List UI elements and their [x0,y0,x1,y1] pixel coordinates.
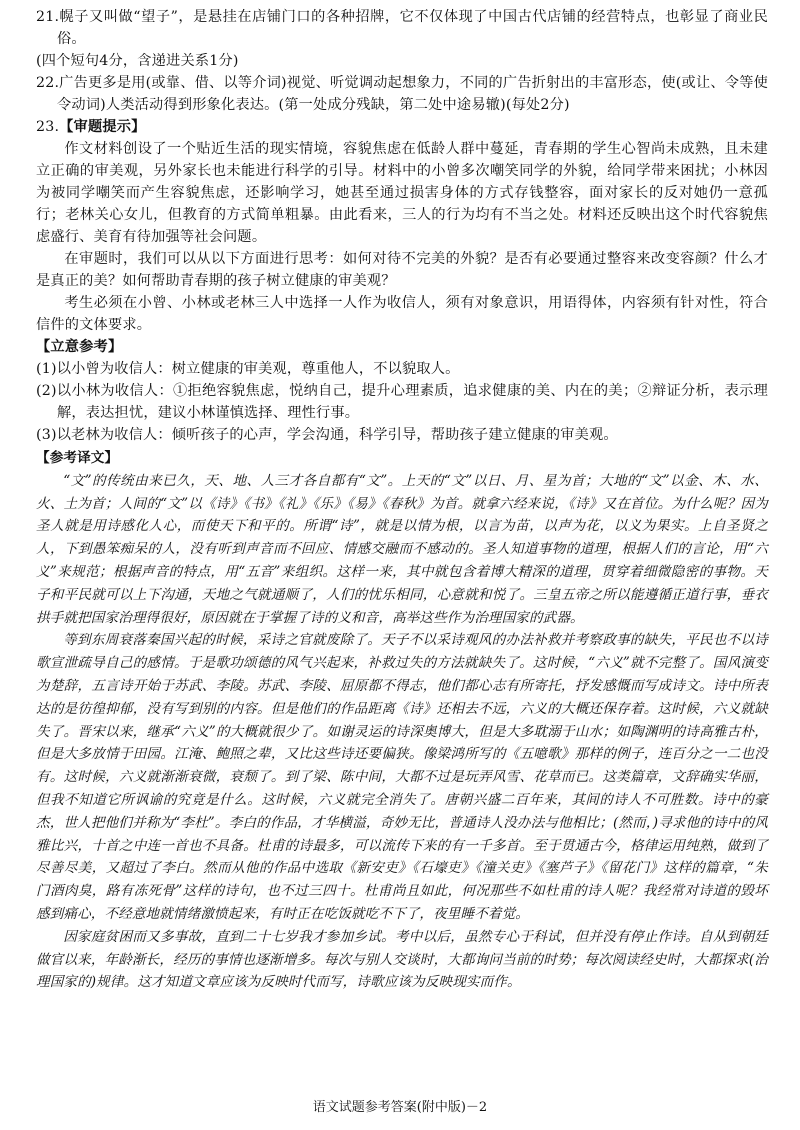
translation-para-3: 因家庭贫困而又多事故，直到二十七岁我才参加乡试。考中以后，虽然专心于科试，但并没有停止作诗。自从到朝廷做官以来，年龄渐长，经历的事情也逐渐增多。每次与别人交谈时，大都询问当前的时势；每次阅读经史时，大都探求(治理国家的)规律。这才知道文章应该为反映时代而写，诗歌应该为反映现实而作。 [36,928,768,991]
q22-answer: 22.广告更多是用(或靠、借、以等介词)视觉、听觉调动起想象力，不同的广告折射出的丰富形态，使(或让、令等使令动词)人类活动得到形象化表达。(第一处成分残缺，第二处中途易辙)(每处2分) [36,75,768,113]
translation-para-1: “文”的传统由来已久，天、地、人三才各自都有“文”。上天的“文”以日、月、星为首；大地的“文”以金、木、水、火、土为首；人间的“文”以《诗》《书》《礼》《乐》《易》《春秋》为首。就拿六经来说，《诗》又在首位。为什么呢？因为圣人就是用诗感化人心，而使天下和平的。所谓“诗”，就是以情为根，以言为苗，以声为花，以义为果实。上自圣贤之人，下到愚笨痴呆的人，没有听到声音而不回应、情感交融而不感动的。圣人知道事物的道理，根据人们的言论，用“六义”来规范；根据声音的特点，用“五音”来组织。这样一来，其中就包含着博大精深的道理，贯穿着细微隐密的事物。天子和平民就可以上下沟通，天地之气就通顺了，人们的忧乐相同，心意就和悦了。三皇五帝之所以能遵循正道行事，垂衣拱手就把国家治理得很好，原因就在于掌握了诗的义和音，高举这些作为治理国家的武器。 [36,472,768,626]
q23-hint-para-3: 考生必须在小曾、小林或老林三人中选择一人作为收信人，须有对象意识，用语得体，内容须有针对性，符合信件的文体要求。 [36,295,768,333]
q23-ref-item-2: (2)以小林为收信人：①拒绝容貌焦虑，悦纳自己，提升心理素质，追求健康的美、内在的美；②辩证分析，表示理解，表达担忧，建议小林谨慎选择、理性行事。 [36,383,768,421]
q23-ref-item-3: (3)以老林为收信人：倾听孩子的心声，学会沟通，科学引导，帮助孩子建立健康的审美观。 [36,427,618,443]
q23-number: 23. [36,119,60,135]
q23-ref-heading: 【立意参考】 [36,339,123,355]
translation-para-2: 等到东周衰落秦国兴起的时候，采诗之官就废除了。天子不以采诗观风的办法补救并考察政事的缺失，平民也不以诗歌宣泄疏导自己的感情。于是歌功颂德的风气兴起来，补救过失的方法就缺失了。这时候，“六义”就不完整了。国风演变为楚辞，五言诗开始于苏武、李陵。苏武、李陵、屈原都不得志，他们都心志有所寄托，抒发感慨而写成诗文。诗中所表达的是彷徨抑郁，没有写到别的内容。但是他们的作品距离《诗》还相去不远，六义的大概还保存着。这时候，六义就缺失了。晋宋以来，继承“六义”的大概就很少了。如谢灵运的诗深奥博大，但是大多耽溺于山水；如陶渊明的诗高雅古朴，但是大多放情于田园。江淹、鲍照之辈，又比这些诗还要偏狭。像梁鸿所写的《五噫歌》那样的例子，连百分之一二也没有。这时候，六义就渐渐衰微，衰颓了。到了梁、陈中间，大都不过是玩弄风雪、花草而已。这类篇章，文辞确实华丽，但我不知道它所讽谕的究竟是什么。这时候，六义就完全消失了。唐朝兴盛二百年来，其间的诗人不可胜数。诗中的豪杰，世人把他们并称为“李杜”。李白的作品，才华横溢，奇妙无比，普通诗人没办法与他相比；(然而，)寻求他的诗中的风雅比兴，十首之中连一首也不具备。杜甫的诗最多，可以流传下来的有一千多首。至于贯通古今，格律运用纯熟，做到了尽善尽美，又超过了李白。然而从他的作品中选取《新安吏》《石壕吏》《潼关吏》《塞芦子》《留花门》这样的篇章，“朱门酒肉臭，路有冻死骨”这样的诗句，也不过三四十。杜甫尚且如此，何况那些不如杜甫的诗人呢？我经常对诗道的毁坏感到痛心，不经意地就情绪激愤起来，有时正在吃饭就吃不下了，夜里睡不着觉。 [36,632,768,922]
q23-hint-para-1: 作文材料创设了一个贴近生活的现实情境，容貌焦虑在低龄人群中蔓延，青春期的学生心智尚未成熟，且未建立正确的审美观，另外家长也未能进行科学的引导。材料中的小曾多次嘲笑同学的外貌，给同学带来困扰；小林因为被同学嘲笑而产生容貌焦虑，还影响学习，她甚至通过损害身体的方式存钱整容，面对家长的反对她仍一意孤行；老林关心女儿，但教育的方式简单粗暴。由此看来，三人的行为均有不当之处。材料还反映出这个时代容貌焦虑盛行、美育有待加强等社会问题。 [36,141,768,245]
page-footer: 语文试题参考答案(附中版)－2 [312,1100,488,1115]
q23-hint-para-2: 在审题时，我们可以从以下方面进行思考：如何对待不完美的外貌？是否有必要通过整容来改变容颜？什么才是真正的美？如何帮助青春期的孩子树立健康的审美观？ [36,251,768,289]
translation-heading: 【参考译文】 [36,450,119,466]
q21-answer: 21.幌子又叫做“望子”，是悬挂在店铺门口的各种招牌，它不仅体现了中国古代店铺的经营特点，也彰显了商业民俗。 [36,9,768,47]
translation-section [36,447,768,994]
q21-scoring: (四个短句4分，含递进关系1分) [36,53,239,69]
q23-ref-item-1: (1)以小曾为收信人：树立健康的审美观，尊重他人，不以貌取人。 [36,361,460,377]
page-content [36,6,768,994]
q23-header [36,116,768,138]
q23-hint-heading: 【审题提示】 [59,119,146,135]
